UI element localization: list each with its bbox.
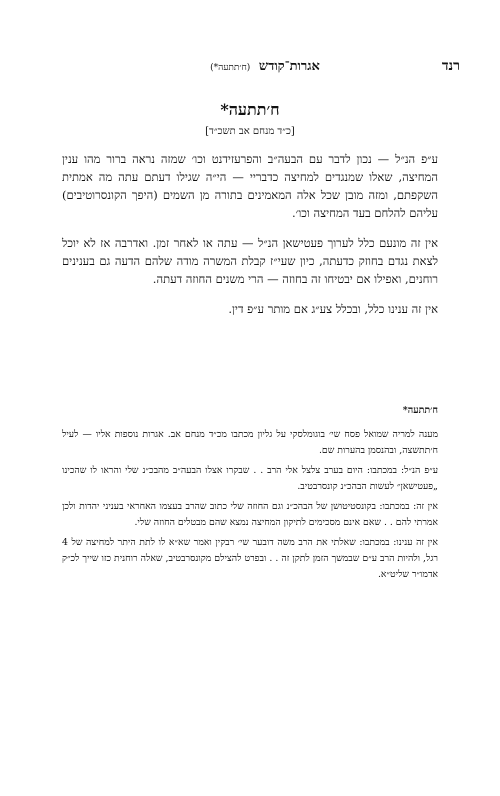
footnotes-heading: ח׳תתעה* — [402, 405, 438, 416]
footnote-paragraph: ע״פ הנ״ל: במכתבו: היום בערב צלצל אלי הרב . . שבקרו אצלו הבעה״ב מהבכ״נ שלי והראו לו שהכינו „פעטישאן״ לעשות הבהכ״נ קונסרבטיב. — [62, 465, 438, 492]
page-number: רנד — [441, 58, 460, 74]
letter-body — [62, 150, 438, 330]
footnote-paragraph: אין זה: במכתבו: בקונסטיטושן של הבהכ״נ וגם החוזה שלי כתוב שהרב בעצמו האחראי בעניני יהדות ולכן אמרתי להם . . שאם אינם מסכימים לתיקון המחיצה נמצא שהם מבטלים החוזה שלי. — [62, 501, 438, 528]
footnote-paragraph: אין זה ענינו: במכתבו: שאלתי את הרב משה דובער שי׳ רבקין ואמר שא״א לו לתת היתר למחיצה של 4 רגל, ולהיות הרב ע״ם שבמשך הזמן לתקן זה . . ובפרט להצילם מקונסרבטיב, שאלה רוחנית כזו שייך לכ״ק אדמו״ר שליט״א. — [62, 537, 438, 580]
footnote-paragraph: מענה למריה שמואל פסח שי׳ בוגומלסקי על גליון מכתבו מכ״ד מנחם אב. אגרות נוספות אליו — לעיל ח׳תתשצה, ובהנסמן בהערות שם. — [62, 429, 438, 456]
letter-date: [כ״ד מנחם אב תשכ״ד] — [205, 126, 295, 137]
running-title-text: אגרות־קודש — [258, 59, 320, 74]
running-title-subtitle: (ח׳תתעה*) — [210, 63, 251, 73]
body-paragraph: אין זה מונעם כלל לערוך פעטישאן הנ״ל — עתה או לאחר זמן. ואדרבה אז לא יוכל לצאת נגדם בחוזק כדעתה, כיון שעי״ז קבלת המשרה מודה שלהם הדעה גם בענינים רוחנים, ואפילו אם יבטיחו זה בחוזה — הרי משנים החוזה דעתה. — [62, 236, 438, 286]
running-title — [150, 58, 380, 74]
body-paragraph: ע״פ הנ״ל — נכון לדבר עם הבעה״ב והפרעזידנט וכו׳ שמזה נראה ברור מהו ענין המחיצה, שאלו שמנגדים למחיצה כדבריי — הי״ה שגילו דעתם עתה מה אמתית השקפתם, ומזה מובן שכל אלה המאמינים בתורה מן השמים (היפך הקונסרוטיבים) עליהם להלחם בעד המחיצה וכו׳. — [62, 152, 438, 220]
page-header — [40, 58, 460, 78]
footnotes-section — [62, 403, 438, 587]
body-paragraph: אין זה ענינו כלל, ובכלל צע״ג אם מותר ע״פ דין. — [228, 302, 438, 316]
letter-title: ח׳תתעה* — [220, 100, 280, 119]
